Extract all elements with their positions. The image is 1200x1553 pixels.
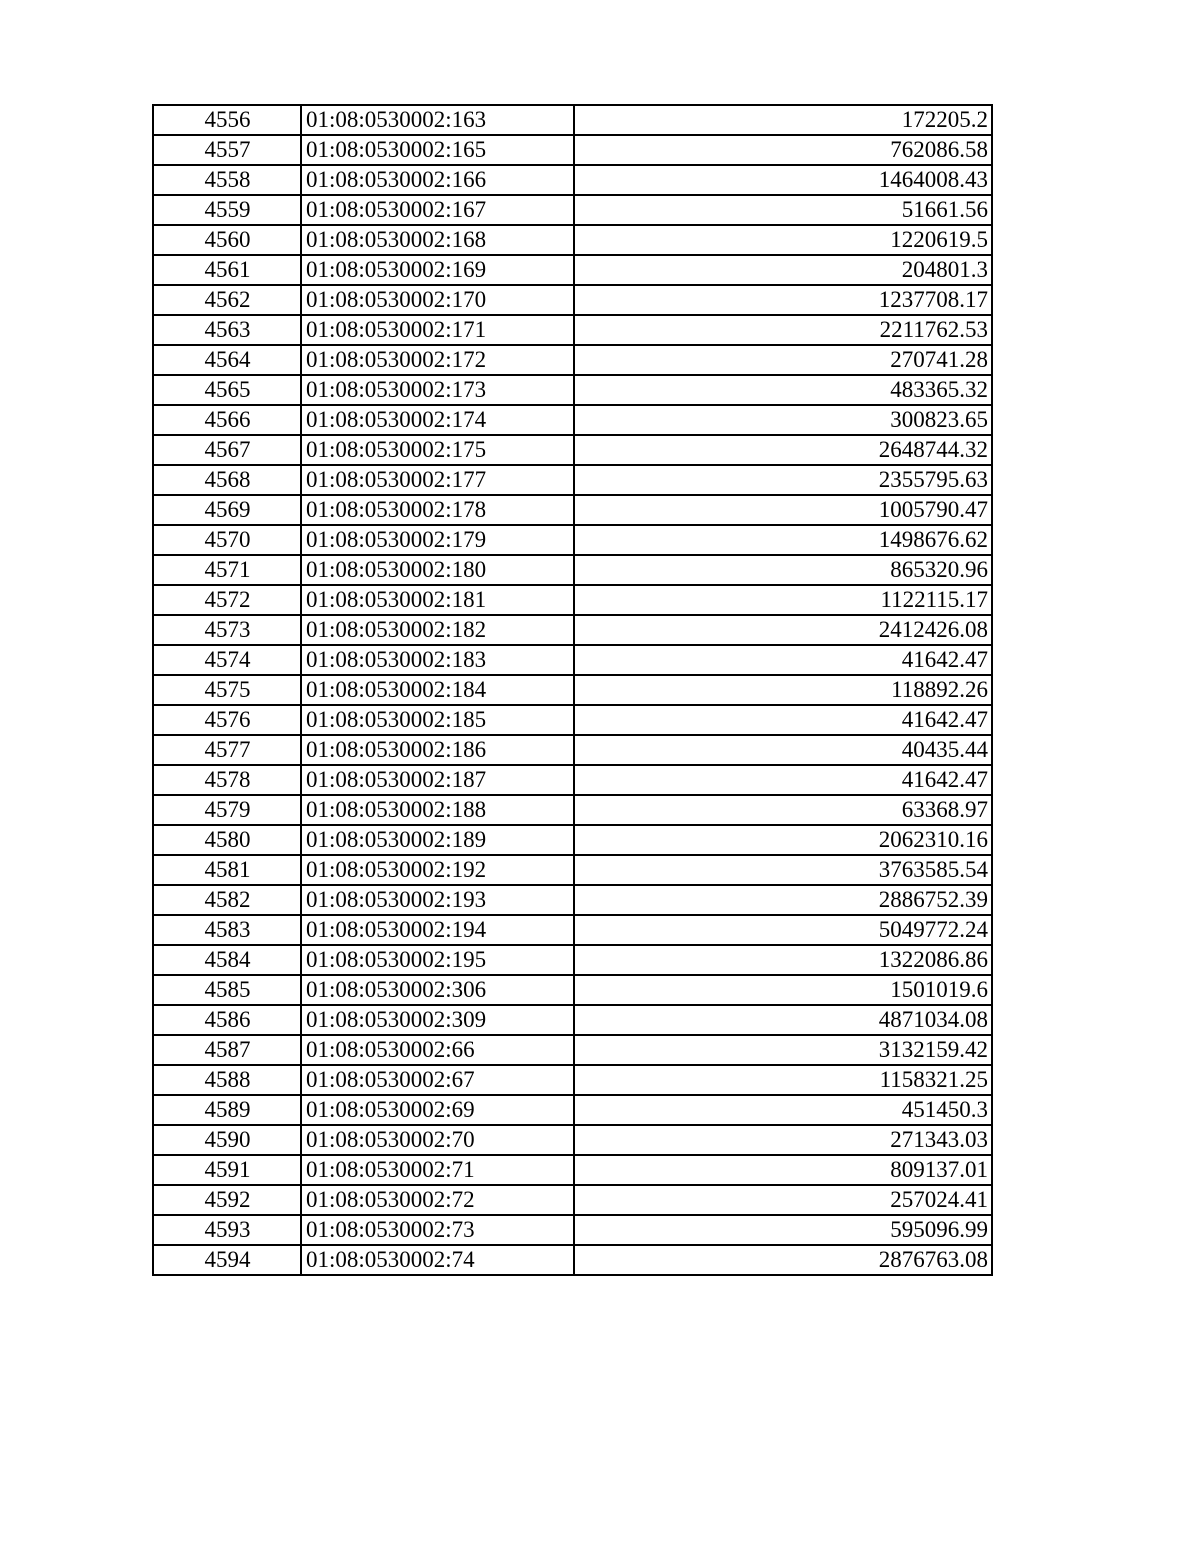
value-cell: 1464008.43 <box>574 165 992 195</box>
table-row <box>153 975 992 1005</box>
cadastral-number-cell: 01:08:0530002:182 <box>301 615 574 645</box>
table-row <box>153 1185 992 1215</box>
value-cell: 595096.99 <box>574 1215 992 1245</box>
value-cell: 2886752.39 <box>574 885 992 915</box>
value-cell: 865320.96 <box>574 555 992 585</box>
table-row <box>153 1215 992 1245</box>
table-row <box>153 1125 992 1155</box>
cadastral-number-cell: 01:08:0530002:168 <box>301 225 574 255</box>
table-row <box>153 855 992 885</box>
cadastral-number-cell: 01:08:0530002:72 <box>301 1185 574 1215</box>
table-row <box>153 705 992 735</box>
table-row <box>153 795 992 825</box>
row-number-cell: 4556 <box>153 105 301 135</box>
row-number-cell: 4594 <box>153 1245 301 1275</box>
value-cell: 51661.56 <box>574 195 992 225</box>
table-row <box>153 1095 992 1125</box>
row-number-cell: 4584 <box>153 945 301 975</box>
row-number-cell: 4576 <box>153 705 301 735</box>
row-number-cell: 4586 <box>153 1005 301 1035</box>
cadastral-number-cell: 01:08:0530002:187 <box>301 765 574 795</box>
table-row <box>153 675 992 705</box>
row-number-cell: 4565 <box>153 375 301 405</box>
row-number-cell: 4557 <box>153 135 301 165</box>
row-number-cell: 4585 <box>153 975 301 1005</box>
value-cell: 1237708.17 <box>574 285 992 315</box>
cadastral-number-cell: 01:08:0530002:69 <box>301 1095 574 1125</box>
row-number-cell: 4572 <box>153 585 301 615</box>
value-cell: 172205.2 <box>574 105 992 135</box>
value-cell: 270741.28 <box>574 345 992 375</box>
value-cell: 2648744.32 <box>574 435 992 465</box>
row-number-cell: 4559 <box>153 195 301 225</box>
row-number-cell: 4587 <box>153 1035 301 1065</box>
table-row <box>153 285 992 315</box>
value-cell: 3132159.42 <box>574 1035 992 1065</box>
table-row <box>153 225 992 255</box>
row-number-cell: 4569 <box>153 495 301 525</box>
cadastral-number-cell: 01:08:0530002:167 <box>301 195 574 225</box>
value-cell: 2412426.08 <box>574 615 992 645</box>
row-number-cell: 4577 <box>153 735 301 765</box>
value-cell: 1122115.17 <box>574 585 992 615</box>
row-number-cell: 4590 <box>153 1125 301 1155</box>
value-cell: 1322086.86 <box>574 945 992 975</box>
table-row <box>153 405 992 435</box>
value-cell: 204801.3 <box>574 255 992 285</box>
row-number-cell: 4573 <box>153 615 301 645</box>
value-cell: 271343.03 <box>574 1125 992 1155</box>
table-row <box>153 435 992 465</box>
table-row <box>153 1005 992 1035</box>
value-cell: 1220619.5 <box>574 225 992 255</box>
row-number-cell: 4580 <box>153 825 301 855</box>
value-cell: 118892.26 <box>574 675 992 705</box>
row-number-cell: 4583 <box>153 915 301 945</box>
row-number-cell: 4591 <box>153 1155 301 1185</box>
table-body <box>153 105 992 1275</box>
table-row <box>153 495 992 525</box>
row-number-cell: 4588 <box>153 1065 301 1095</box>
cadastral-number-cell: 01:08:0530002:66 <box>301 1035 574 1065</box>
row-number-cell: 4593 <box>153 1215 301 1245</box>
row-number-cell: 4563 <box>153 315 301 345</box>
value-cell: 809137.01 <box>574 1155 992 1185</box>
table-row <box>153 885 992 915</box>
value-cell: 63368.97 <box>574 795 992 825</box>
row-number-cell: 4568 <box>153 465 301 495</box>
value-cell: 1501019.6 <box>574 975 992 1005</box>
table-row <box>153 645 992 675</box>
cadastral-number-cell: 01:08:0530002:188 <box>301 795 574 825</box>
value-cell: 41642.47 <box>574 765 992 795</box>
table-row <box>153 765 992 795</box>
cadastral-number-cell: 01:08:0530002:179 <box>301 525 574 555</box>
table-row <box>153 165 992 195</box>
cadastral-number-cell: 01:08:0530002:165 <box>301 135 574 165</box>
cadastral-number-cell: 01:08:0530002:177 <box>301 465 574 495</box>
value-cell: 1498676.62 <box>574 525 992 555</box>
cadastral-number-cell: 01:08:0530002:180 <box>301 555 574 585</box>
value-cell: 2876763.08 <box>574 1245 992 1275</box>
table-row <box>153 255 992 285</box>
value-cell: 2211762.53 <box>574 315 992 345</box>
value-cell: 451450.3 <box>574 1095 992 1125</box>
table-row <box>153 1065 992 1095</box>
row-number-cell: 4564 <box>153 345 301 375</box>
cadastral-number-cell: 01:08:0530002:67 <box>301 1065 574 1095</box>
row-number-cell: 4578 <box>153 765 301 795</box>
cadastral-number-cell: 01:08:0530002:70 <box>301 1125 574 1155</box>
table-row <box>153 1035 992 1065</box>
cadastral-number-cell: 01:08:0530002:175 <box>301 435 574 465</box>
value-cell: 41642.47 <box>574 705 992 735</box>
row-number-cell: 4567 <box>153 435 301 465</box>
table-row <box>153 315 992 345</box>
cadastral-number-cell: 01:08:0530002:194 <box>301 915 574 945</box>
cadastral-number-cell: 01:08:0530002:195 <box>301 945 574 975</box>
cadastral-number-cell: 01:08:0530002:166 <box>301 165 574 195</box>
row-number-cell: 4562 <box>153 285 301 315</box>
table-row <box>153 1245 992 1275</box>
cadastral-number-cell: 01:08:0530002:73 <box>301 1215 574 1245</box>
row-number-cell: 4558 <box>153 165 301 195</box>
row-number-cell: 4574 <box>153 645 301 675</box>
cadastral-number-cell: 01:08:0530002:306 <box>301 975 574 1005</box>
row-number-cell: 4561 <box>153 255 301 285</box>
table-row <box>153 465 992 495</box>
cadastral-number-cell: 01:08:0530002:309 <box>301 1005 574 1035</box>
table-row <box>153 735 992 765</box>
cadastral-number-cell: 01:08:0530002:185 <box>301 705 574 735</box>
value-cell: 257024.41 <box>574 1185 992 1215</box>
cadastral-number-cell: 01:08:0530002:184 <box>301 675 574 705</box>
row-number-cell: 4581 <box>153 855 301 885</box>
cadastral-number-cell: 01:08:0530002:183 <box>301 645 574 675</box>
value-cell: 2062310.16 <box>574 825 992 855</box>
table-row <box>153 105 992 135</box>
value-cell: 762086.58 <box>574 135 992 165</box>
table-row <box>153 375 992 405</box>
value-cell: 483365.32 <box>574 375 992 405</box>
table-row <box>153 555 992 585</box>
table-row <box>153 135 992 165</box>
table-row <box>153 615 992 645</box>
cadastral-number-cell: 01:08:0530002:71 <box>301 1155 574 1185</box>
cadastral-number-cell: 01:08:0530002:169 <box>301 255 574 285</box>
table-row <box>153 825 992 855</box>
table-row <box>153 1155 992 1185</box>
cadastral-number-cell: 01:08:0530002:178 <box>301 495 574 525</box>
table-row <box>153 585 992 615</box>
row-number-cell: 4579 <box>153 795 301 825</box>
value-cell: 41642.47 <box>574 645 992 675</box>
cadastral-value-table <box>152 104 993 1276</box>
cadastral-number-cell: 01:08:0530002:170 <box>301 285 574 315</box>
cadastral-number-cell: 01:08:0530002:193 <box>301 885 574 915</box>
row-number-cell: 4570 <box>153 525 301 555</box>
cadastral-number-cell: 01:08:0530002:172 <box>301 345 574 375</box>
row-number-cell: 4589 <box>153 1095 301 1125</box>
cadastral-number-cell: 01:08:0530002:174 <box>301 405 574 435</box>
row-number-cell: 4575 <box>153 675 301 705</box>
row-number-cell: 4571 <box>153 555 301 585</box>
value-cell: 3763585.54 <box>574 855 992 885</box>
table-row <box>153 915 992 945</box>
cadastral-number-cell: 01:08:0530002:163 <box>301 105 574 135</box>
cadastral-number-cell: 01:08:0530002:181 <box>301 585 574 615</box>
cadastral-number-cell: 01:08:0530002:186 <box>301 735 574 765</box>
value-cell: 300823.65 <box>574 405 992 435</box>
value-cell: 40435.44 <box>574 735 992 765</box>
row-number-cell: 4560 <box>153 225 301 255</box>
value-cell: 1158321.25 <box>574 1065 992 1095</box>
cadastral-number-cell: 01:08:0530002:192 <box>301 855 574 885</box>
row-number-cell: 4582 <box>153 885 301 915</box>
cadastral-number-cell: 01:08:0530002:171 <box>301 315 574 345</box>
value-cell: 5049772.24 <box>574 915 992 945</box>
cadastral-number-cell: 01:08:0530002:189 <box>301 825 574 855</box>
table-row <box>153 945 992 975</box>
table-row <box>153 195 992 225</box>
value-cell: 1005790.47 <box>574 495 992 525</box>
value-cell: 2355795.63 <box>574 465 992 495</box>
row-number-cell: 4592 <box>153 1185 301 1215</box>
row-number-cell: 4566 <box>153 405 301 435</box>
value-cell: 4871034.08 <box>574 1005 992 1035</box>
table-row <box>153 525 992 555</box>
cadastral-number-cell: 01:08:0530002:74 <box>301 1245 574 1275</box>
cadastral-number-cell: 01:08:0530002:173 <box>301 375 574 405</box>
table-row <box>153 345 992 375</box>
